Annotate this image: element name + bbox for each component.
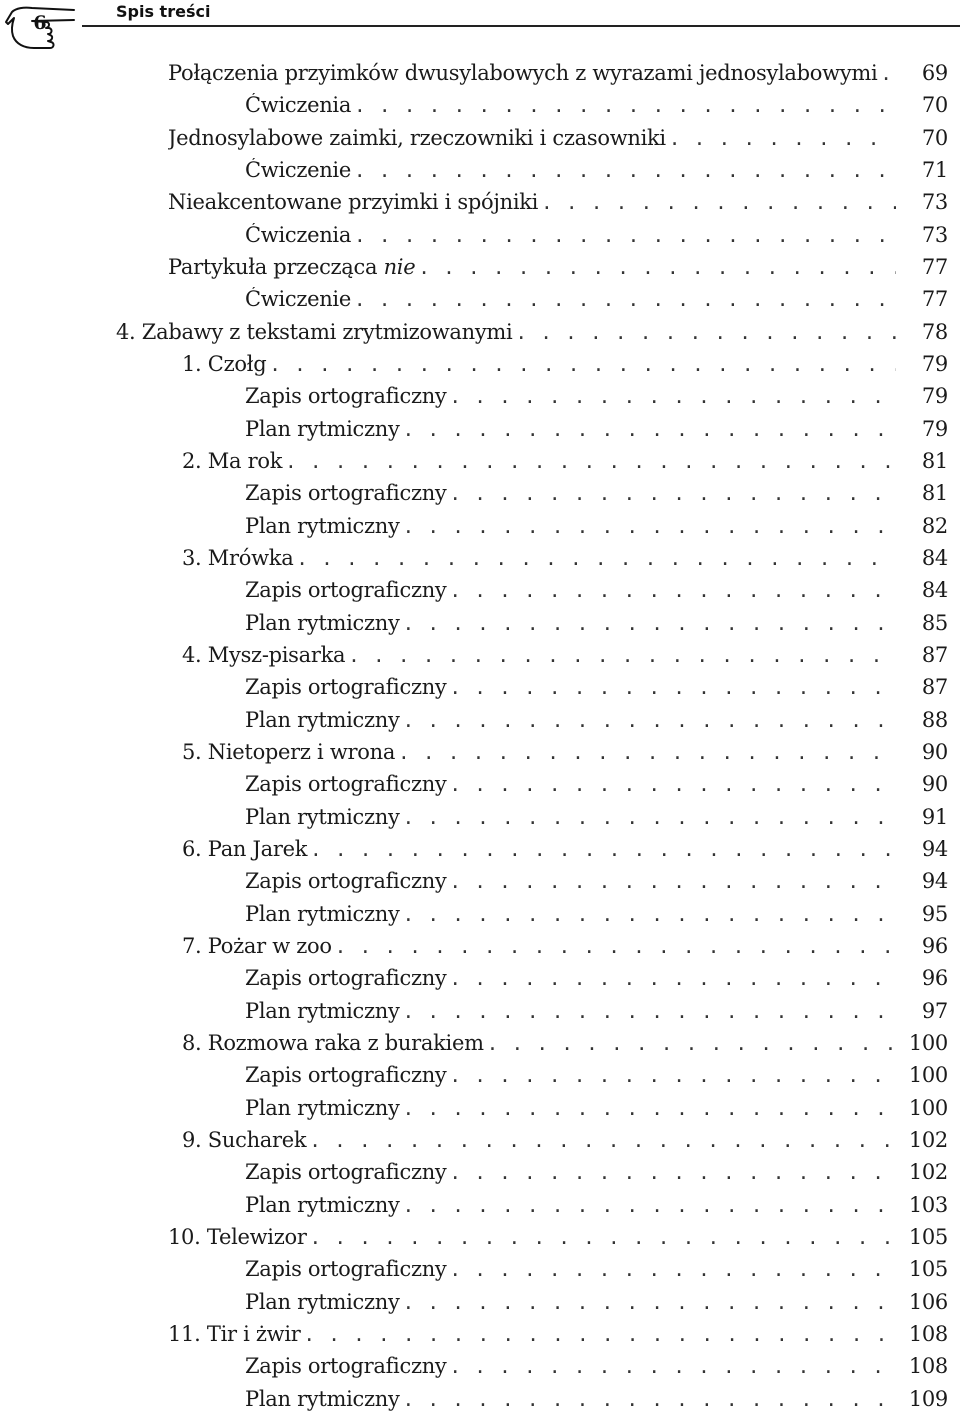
toc-page-number: 109 bbox=[908, 1386, 948, 1411]
toc-entry-label: Plan rytmiczny bbox=[245, 513, 400, 538]
dot-leader bbox=[538, 192, 896, 214]
toc-entry-label: Zapis ortograficzny bbox=[245, 578, 447, 603]
dot-leader bbox=[447, 1259, 897, 1281]
toc-entry bbox=[245, 93, 948, 125]
toc-entry-label: Ćwiczenia bbox=[245, 93, 352, 118]
toc-entry-label: Zapis ortograficzny bbox=[245, 1354, 447, 1379]
toc-entry bbox=[245, 805, 948, 837]
toc-page-number: 100 bbox=[908, 1030, 948, 1055]
toc-entry-label: Plan rytmiczny bbox=[245, 1192, 400, 1217]
toc-entry-label: Ćwiczenie bbox=[245, 287, 351, 312]
toc-page-number: 79 bbox=[921, 416, 948, 441]
toc-page-number: 94 bbox=[921, 869, 948, 894]
toc-entry bbox=[168, 126, 948, 158]
page-number: 6 bbox=[33, 12, 47, 34]
dot-leader bbox=[400, 904, 896, 926]
toc-entry bbox=[168, 1322, 948, 1354]
toc-entry-label: Plan rytmiczny bbox=[245, 1289, 400, 1314]
toc-entry-label: Plan rytmiczny bbox=[245, 804, 400, 829]
toc-page-number: 87 bbox=[921, 675, 948, 700]
running-title: Spis treści bbox=[116, 2, 211, 21]
toc-entry bbox=[245, 384, 948, 416]
toc-page-number: 105 bbox=[908, 1224, 948, 1249]
toc-entry-label: Plan rytmiczny bbox=[245, 1386, 400, 1411]
toc-entry-label: Zapis ortograficzny bbox=[245, 481, 447, 506]
toc-page-number: 81 bbox=[921, 448, 948, 473]
toc-entry bbox=[182, 449, 948, 481]
dot-leader bbox=[400, 1195, 896, 1217]
dot-leader bbox=[400, 1389, 896, 1411]
dot-leader bbox=[282, 451, 896, 473]
toc-entry-label: 7. Pożar w zoo bbox=[182, 933, 332, 958]
dot-leader bbox=[447, 1162, 897, 1184]
toc-page-number: 100 bbox=[908, 1063, 948, 1088]
toc-entry bbox=[245, 223, 948, 255]
toc-entry-label: Zapis ortograficzny bbox=[245, 1160, 447, 1185]
toc-page-number: 88 bbox=[921, 707, 948, 732]
toc-page-number: 103 bbox=[908, 1192, 948, 1217]
toc-entry-label: 1. Czołg bbox=[182, 351, 267, 376]
toc-entry-label: Nieakcentowane przyimki i spójniki bbox=[168, 190, 539, 215]
toc-page-number: 77 bbox=[921, 287, 948, 312]
dot-leader bbox=[351, 160, 896, 182]
toc-page-number: 85 bbox=[921, 610, 948, 635]
toc-page-number: 79 bbox=[921, 351, 948, 376]
dot-leader bbox=[447, 677, 897, 699]
dot-leader bbox=[400, 1098, 896, 1120]
toc-page-number: 82 bbox=[921, 513, 948, 538]
dot-leader bbox=[351, 225, 896, 247]
toc-entry-label: 10. Telewizor bbox=[168, 1224, 307, 1249]
dot-leader bbox=[306, 1130, 896, 1152]
toc-page-number: 105 bbox=[908, 1257, 948, 1282]
toc-entry-label: 4. Zabawy z tekstami zrytmizowanymi bbox=[116, 319, 513, 344]
toc-page-number: 90 bbox=[921, 739, 948, 764]
toc-entry bbox=[245, 708, 948, 740]
page-header bbox=[0, 0, 960, 60]
dot-leader bbox=[447, 968, 897, 990]
toc-entry-label: Ćwiczenie bbox=[245, 157, 351, 182]
dot-leader bbox=[447, 871, 897, 893]
toc-page-number: 73 bbox=[921, 222, 948, 247]
toc-entry-label: Plan rytmiczny bbox=[245, 998, 400, 1023]
toc-entry bbox=[168, 190, 948, 222]
toc-page-number: 95 bbox=[921, 901, 948, 926]
dot-leader bbox=[484, 1033, 896, 1055]
toc-page-number: 94 bbox=[921, 836, 948, 861]
toc-entry-label: Plan rytmiczny bbox=[245, 707, 400, 732]
toc-entry bbox=[245, 514, 948, 546]
toc-entry bbox=[245, 611, 948, 643]
toc-entry bbox=[182, 1031, 948, 1063]
toc-page-number: 84 bbox=[921, 578, 948, 603]
toc-page-number: 73 bbox=[921, 190, 948, 215]
toc-entry-label: Zapis ortograficzny bbox=[245, 1063, 447, 1088]
dot-leader bbox=[447, 483, 897, 505]
toc-entry bbox=[168, 1225, 948, 1257]
dot-leader bbox=[415, 257, 896, 279]
toc-entry bbox=[245, 578, 948, 610]
toc-page-number: 78 bbox=[921, 319, 948, 344]
toc-page-number: 87 bbox=[921, 642, 948, 667]
dot-leader bbox=[351, 289, 896, 311]
toc-entry-label: 3. Mrówka bbox=[182, 545, 294, 570]
toc-page-number: 100 bbox=[908, 1095, 948, 1120]
dot-leader bbox=[447, 386, 897, 408]
toc-page-number: 77 bbox=[921, 254, 948, 279]
toc-entry bbox=[245, 1387, 948, 1419]
dot-leader bbox=[447, 1356, 897, 1378]
dot-leader bbox=[512, 322, 896, 344]
dot-leader bbox=[400, 1292, 896, 1314]
toc-page-number: 71 bbox=[921, 157, 948, 182]
toc-entry bbox=[182, 546, 948, 578]
toc-entry bbox=[245, 966, 948, 998]
toc-page-number: 69 bbox=[921, 61, 948, 85]
toc-entry-label: Plan rytmiczny bbox=[245, 416, 400, 441]
toc-entry bbox=[245, 869, 948, 901]
toc-entry bbox=[245, 772, 948, 804]
toc-entry-label: Jednosylabowe zaimki, rzeczowniki i czasowniki bbox=[168, 125, 666, 150]
dot-leader bbox=[307, 839, 896, 861]
dot-leader bbox=[400, 419, 896, 441]
toc-entry bbox=[245, 1290, 948, 1322]
toc-entry-label: 11. Tir i żwir bbox=[168, 1321, 301, 1346]
dot-leader bbox=[307, 1227, 896, 1249]
dot-leader bbox=[447, 774, 897, 796]
dot-leader bbox=[345, 645, 896, 667]
toc-entry bbox=[182, 352, 948, 384]
toc-entry bbox=[168, 255, 948, 287]
toc-entry bbox=[182, 934, 948, 966]
toc-entry-label: Zapis ortograficzny bbox=[245, 869, 447, 894]
dot-leader bbox=[400, 710, 896, 732]
toc-entry bbox=[245, 1096, 948, 1128]
toc-entry bbox=[116, 320, 948, 352]
toc-entry-label: Zapis ortograficzny bbox=[245, 966, 447, 991]
toc-entry bbox=[245, 158, 948, 190]
toc-entry-label: Zapis ortograficzny bbox=[245, 772, 447, 797]
dot-leader bbox=[400, 613, 896, 635]
toc-page-number: 108 bbox=[908, 1321, 948, 1346]
toc-page-number: 102 bbox=[908, 1160, 948, 1185]
toc-entry bbox=[182, 740, 948, 772]
toc-entry bbox=[245, 902, 948, 934]
toc-page-number: 90 bbox=[921, 772, 948, 797]
toc-page-number: 70 bbox=[921, 93, 948, 118]
toc-entry bbox=[168, 61, 948, 93]
dot-leader bbox=[447, 1065, 897, 1087]
toc-entry-label: 6. Pan Jarek bbox=[182, 836, 308, 861]
toc-entry bbox=[182, 1128, 948, 1160]
dot-leader bbox=[351, 95, 896, 117]
toc-entry-label: Ćwiczenia bbox=[245, 222, 352, 247]
toc-page-number: 106 bbox=[908, 1289, 948, 1314]
toc-entry bbox=[245, 1257, 948, 1289]
toc-entry-label: 8. Rozmowa raka z burakiem bbox=[182, 1030, 484, 1055]
toc-entry bbox=[245, 675, 948, 707]
header-rule bbox=[82, 25, 960, 27]
toc-entry bbox=[245, 417, 948, 449]
dot-leader bbox=[332, 936, 896, 958]
toc-entry bbox=[245, 1354, 948, 1386]
toc-page-number: 81 bbox=[921, 481, 948, 506]
toc-page-number: 96 bbox=[921, 933, 948, 958]
toc-page-number: 102 bbox=[908, 1127, 948, 1152]
toc-entry-label: Plan rytmiczny bbox=[245, 610, 400, 635]
toc-entry-label: Partykuła przecząca nie bbox=[168, 254, 416, 279]
dot-leader bbox=[400, 516, 896, 538]
dot-leader bbox=[877, 63, 896, 85]
dot-leader bbox=[447, 580, 897, 602]
toc-entry-label: Plan rytmiczny bbox=[245, 1095, 400, 1120]
toc-entry-label: 5. Nietoperz i wrona bbox=[182, 739, 396, 764]
toc-entry-label: Zapis ortograficzny bbox=[245, 675, 447, 700]
dot-leader bbox=[266, 354, 896, 376]
toc-entry bbox=[182, 643, 948, 675]
toc-entry-label: 9. Sucharek bbox=[182, 1127, 307, 1152]
dot-leader bbox=[400, 807, 896, 829]
dot-leader bbox=[395, 742, 896, 764]
toc-entry-label: 4. Mysz-pisarka bbox=[182, 642, 346, 667]
toc-page-number: 97 bbox=[921, 998, 948, 1023]
toc-page-number: 96 bbox=[921, 966, 948, 991]
toc-page-number: 79 bbox=[921, 384, 948, 409]
toc-entry bbox=[245, 1193, 948, 1225]
toc-page-number: 91 bbox=[921, 804, 948, 829]
dot-leader bbox=[666, 128, 896, 150]
toc-entry bbox=[182, 837, 948, 869]
toc-entry-label: Plan rytmiczny bbox=[245, 901, 400, 926]
toc-page-number: 108 bbox=[908, 1354, 948, 1379]
toc-entry bbox=[245, 1160, 948, 1192]
toc-entry-label: Zapis ortograficzny bbox=[245, 1257, 447, 1282]
toc-entry bbox=[245, 1063, 948, 1095]
toc-entry-label: Połączenia przyimków dwusylabowych z wyrazami jednosylabowymi bbox=[168, 61, 878, 85]
toc-entry bbox=[245, 999, 948, 1031]
toc-entry-label: Zapis ortograficzny bbox=[245, 384, 447, 409]
dot-leader bbox=[293, 548, 896, 570]
dot-leader bbox=[301, 1324, 897, 1346]
toc-entry-label: 2. Ma rok bbox=[182, 448, 283, 473]
toc-entry bbox=[245, 481, 948, 513]
toc-page-number: 70 bbox=[921, 125, 948, 150]
toc-entry bbox=[245, 287, 948, 319]
toc-page-number: 84 bbox=[921, 545, 948, 570]
dot-leader bbox=[400, 1001, 896, 1023]
